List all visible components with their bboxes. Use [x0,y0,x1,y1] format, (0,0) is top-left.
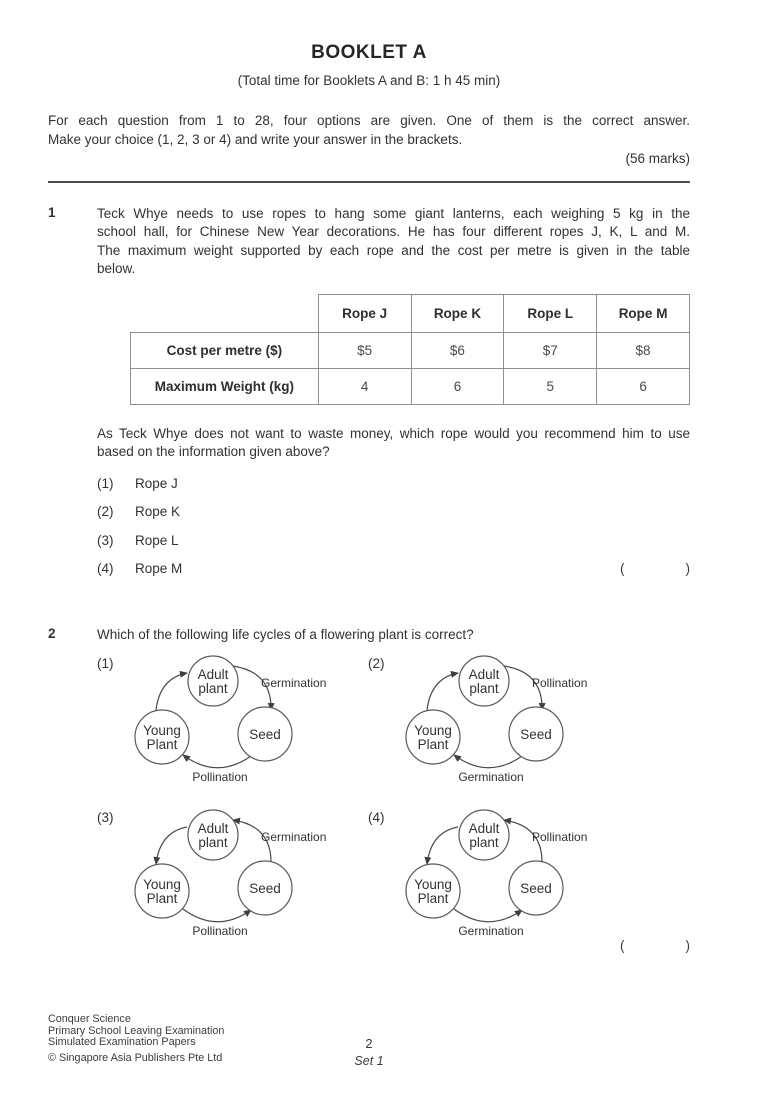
bottom-arc-label: Germination [458,924,524,939]
section-divider [48,181,690,183]
option-3 [97,533,690,548]
life-cycle-diagram-4 [368,806,690,944]
bracket-open: ( [620,561,625,577]
row-label: Maximum Weight (kg) [131,369,319,405]
option-label: Rope J [135,475,178,491]
text-line: based on the information given above? [97,444,330,460]
set-label: Set 1 [354,1054,384,1068]
option-number: (3) [97,810,114,826]
option-number: (4) [97,561,114,577]
life-cycle-svg [401,652,631,790]
question-1-options [97,476,690,577]
seed-label: Seed [520,727,552,743]
footer-line: Primary School Leaving Examination [48,1024,225,1037]
text-line: below. [97,260,136,276]
young-plant-label: Young Plant [414,877,452,907]
option-label: Rope K [135,504,181,520]
life-cycle-svg [401,806,631,944]
table-cell: $8 [597,333,690,369]
option-label: Rope M [135,561,183,577]
table-cell: 5 [504,369,597,405]
column-header: Rope L [504,295,597,333]
option-1 [97,476,690,491]
text-line: The maximum weight supported by each rope and the cost per metre is given in the table [97,242,690,258]
adult-plant-label: Adult plant [468,821,500,851]
life-cycle-diagram-1 [97,652,368,790]
bracket-close: ) [685,561,690,577]
text-line: Teck Whye needs to use ropes to hang some giant lanterns, each weighing 5 kg in the [97,206,690,221]
option-2 [97,504,690,519]
question-1-prompt [97,425,690,462]
bottom-arc-label: Pollination [192,770,248,785]
seed-label: Seed [520,881,552,897]
life-cycle-diagrams [97,652,690,944]
column-header: Rope J [318,295,411,333]
footer-publisher-block [48,1014,224,1064]
marks-total: (56 marks) [625,151,690,166]
table-corner-cell [131,295,319,333]
adult-plant-label: Adult plant [197,821,229,851]
answer-brackets [620,938,690,953]
arrow-young-adult [156,673,187,710]
option-number: (2) [368,656,385,672]
arrow-young-seed [183,909,251,922]
life-cycle-diagram-2 [368,652,690,790]
option-number: (3) [97,532,114,548]
arrow-adult-young [427,827,458,864]
arrow-young-adult [427,673,458,710]
page-subtitle: (Total time for Booklets A and B: 1 h 45 min) [237,73,501,88]
seed-label: Seed [249,727,281,743]
question-number: 2 [48,625,56,641]
table-cell: 6 [411,369,504,405]
option-number: (2) [97,504,114,520]
table-cell: $5 [318,333,411,369]
young-plant-label: Young Plant [414,723,452,753]
option-number: (1) [97,656,114,672]
row-label: Cost per metre ($) [131,333,319,369]
footer-copyright: © Singapore Asia Publishers Pte Ltd [48,1051,223,1064]
right-arc-label: Germination [261,830,327,845]
answer-brackets [620,561,690,576]
column-header: Rope K [411,295,504,333]
table-row [131,369,690,405]
table-cell: 4 [318,369,411,405]
right-arc-label: Germination [261,676,327,691]
option-number: (1) [97,475,114,491]
footer-page-block [289,1036,449,1068]
option-4 [97,561,690,576]
question-1 [48,205,690,590]
young-plant-label: Young Plant [143,877,181,907]
table-row [131,333,690,369]
arrow-adult-young [156,827,187,864]
instructions [48,111,690,149]
bottom-arc-label: Pollination [192,924,248,939]
bracket-close: ) [685,938,690,954]
column-header: Rope M [597,295,690,333]
bottom-arc-label: Germination [458,770,524,785]
option-number: (4) [368,810,385,826]
question-2 [48,626,690,953]
page-number: 2 [365,1036,373,1051]
table-cell: 6 [597,369,690,405]
arrow-seed-young [454,755,522,768]
right-arc-label: Pollination [532,676,588,691]
rope-table [130,294,690,405]
footer-line: Conquer Science [48,1013,131,1025]
arrow-young-seed [454,909,522,922]
life-cycle-diagram-3 [97,806,368,944]
page-title: BOOKLET A [311,42,427,63]
instructions-line: For each question from 1 to 28, four options are given. One of them is the correct answer. [48,113,690,128]
life-cycle-svg [130,652,360,790]
text-line: school hall, for Chinese New Year decorations. He has four different ropes J, K, L and M. [97,224,690,240]
table-cell: $7 [504,333,597,369]
adult-plant-label: Adult plant [197,667,229,697]
option-label: Rope L [135,532,179,548]
life-cycle-svg [130,806,360,944]
question-number: 1 [48,205,56,220]
footer-line: Simulated Examination Papers [48,1036,196,1048]
table-cell: $6 [411,333,504,369]
question-2-text: Which of the following life cycles of a flowering plant is correct? [97,626,474,642]
adult-plant-label: Adult plant [468,667,500,697]
bracket-open: ( [620,938,625,954]
question-1-text [97,205,690,278]
seed-label: Seed [249,881,281,897]
instructions-line: Make your choice (1, 2, 3 or 4) and write your answer in the brackets. [48,132,463,147]
arrow-seed-young [183,755,251,768]
text-line: As Teck Whye does not want to waste money, which rope would you recommend him to use [97,426,690,442]
right-arc-label: Pollination [532,830,588,845]
young-plant-label: Young Plant [143,723,181,753]
